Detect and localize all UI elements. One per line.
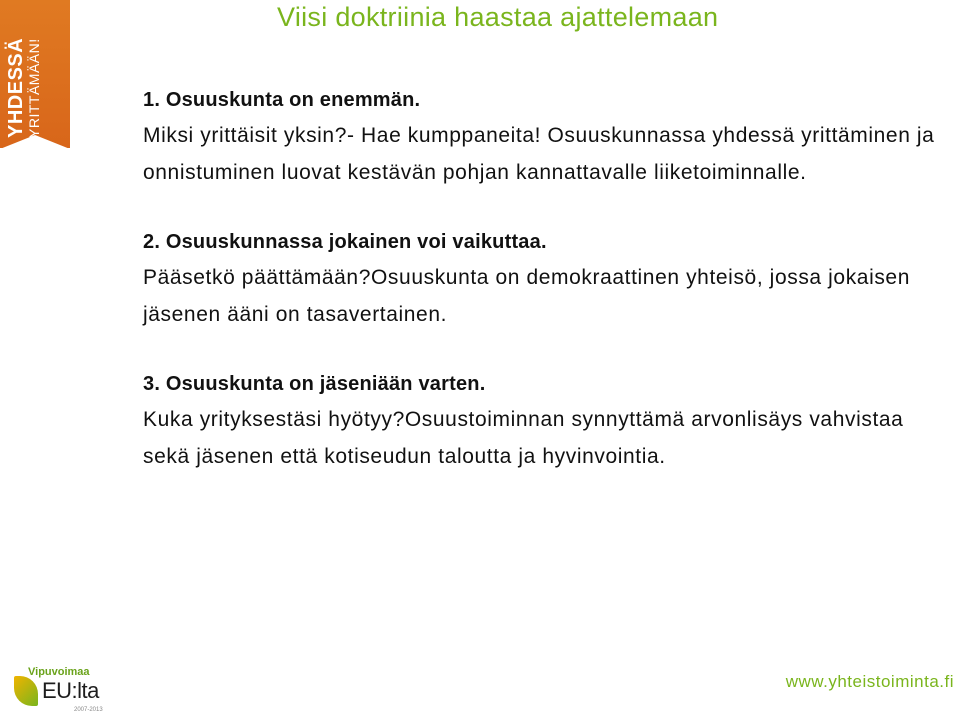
logo-tag-text: 2007-2013 xyxy=(74,707,103,713)
doctrine-item-1 xyxy=(143,82,943,191)
doctrine-answer: Osuustoiminnan synnyttämä arvonlisäys vahvistaa sekä jäsenen että kotiseudun taloutta ja hyvinvointia. xyxy=(143,408,904,468)
doctrine-question: Pääsetkö päättämään? xyxy=(143,266,371,290)
doctrine-answer: - Hae kumppaneita! Osuuskunnassa yhdessä yrittäminen ja onnistuminen luovat kestävän pohjan kannattavalle liiketoiminnalle. xyxy=(143,124,935,184)
website-link[interactable]: www.yhteistoiminta.fi xyxy=(785,672,954,691)
doctrine-item-3 xyxy=(143,366,943,475)
doctrine-body xyxy=(143,118,943,191)
doctrine-question: Kuka yrityksestäsi hyötyy? xyxy=(143,408,405,432)
yhdessa-yrittamaan-logo xyxy=(0,0,70,148)
page-title: Viisi doktriinia haastaa ajattelemaan xyxy=(277,2,719,32)
leaf-icon xyxy=(14,676,38,706)
logo-top-text: Vipuvoimaa xyxy=(28,666,90,678)
logo-text xyxy=(6,0,42,138)
vipuvoimaa-eu-logo xyxy=(14,664,124,718)
doctrine-heading: 3. Osuuskunta on jäseniään varten. xyxy=(143,373,486,396)
doctrine-question: Miksi yrittäisit yksin? xyxy=(143,124,347,147)
doctrine-heading: 1. Osuuskunta on enemmän. xyxy=(143,89,421,111)
logo-line1: YHDESSÄ xyxy=(5,37,27,138)
doctrine-body xyxy=(143,402,943,475)
logo-main-text: EU:lta xyxy=(42,678,99,703)
doctrine-body xyxy=(143,260,943,333)
doctrine-list xyxy=(143,82,943,509)
doctrine-heading: 2. Osuuskunnassa jokainen voi vaikuttaa. xyxy=(143,231,547,254)
doctrine-item-2 xyxy=(143,224,943,333)
doctrine-answer: Osuuskunta on demokraattinen yhteisö, jossa jokaisen jäsenen ääni on tasavertainen. xyxy=(143,266,910,326)
logo-line2: YRITTÄMÄÄN! xyxy=(26,38,42,138)
